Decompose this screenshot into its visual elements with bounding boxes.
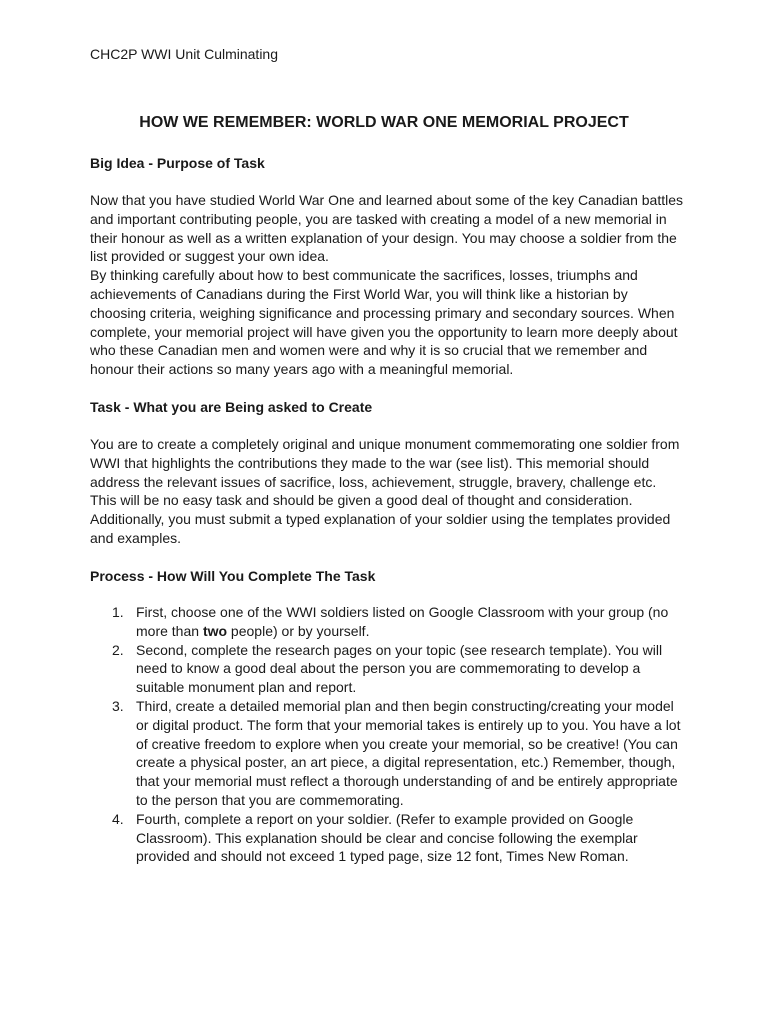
- list-item-number: 1.: [112, 604, 124, 620]
- text-line: Now that you have studied World War One and learned about some of the key Canadian battles: [90, 192, 684, 208]
- list-item-number: 4.: [112, 810, 124, 827]
- text-line: address the relevant issues of sacrifice, loss, achievement, struggle, bravery, challenge etc.: [90, 473, 657, 490]
- text-line: need to know a good deal about the person you are commemorating to develop a: [136, 660, 641, 677]
- text-line: who these Canadian men and women were and why it is so crucial that we remember and: [90, 342, 648, 359]
- text-line: complete, your memorial project will have given you the opportunity to learn more deeply about: [90, 323, 678, 340]
- text-line: This will be no easy task and should be given a good deal of thought and consideration.: [90, 492, 633, 509]
- text-line: provided and should not exceed 1 typed page, size 12 font, Times New Roman.: [136, 848, 629, 865]
- text-line: Additionally, you must submit a typed explanation of your soldier using the templates provided: [90, 511, 671, 528]
- list-item-number: 2.: [112, 641, 124, 658]
- list-item: [90, 810, 690, 866]
- list-item: [90, 697, 690, 810]
- text-line: to the person that you are commemorating.: [136, 791, 404, 808]
- section-heading-task: Task - What you are Being asked to Create: [90, 399, 373, 415]
- text-line: create a physical poster, an art piece, a digital representation, etc.) Remember, though,: [136, 754, 676, 771]
- text-line: achievements of Canadians during the First World War, you will think like a historian by: [90, 285, 628, 302]
- list-item: [90, 641, 690, 697]
- section-heading-process: Process - How Will You Complete The Task: [90, 568, 376, 584]
- text-line: their honour as well as a written explanation of your design. You may choose a soldier from the: [90, 229, 677, 246]
- big-idea-paragraph: [90, 191, 690, 379]
- text-line: or digital product. The form that your memorial takes is entirely up to you. You have a lot: [136, 716, 681, 733]
- text-line: suitable monument plan and report.: [136, 679, 357, 696]
- text-line: that your memorial must reflect a thorough understanding of and be entirely appropriate: [136, 773, 678, 790]
- document-title: HOW WE REMEMBER: WORLD WAR ONE MEMORIAL PROJECT: [139, 114, 629, 131]
- text-line: of creative freedom to explore when you create your memorial, so be creative! (You can: [136, 735, 678, 752]
- process-steps-list: [90, 603, 690, 866]
- list-item: [90, 603, 690, 641]
- text-line: Fourth, complete a report on your soldier. (Refer to example provided on Google: [136, 810, 634, 827]
- emphasis-text: two: [202, 622, 228, 639]
- text-line: Second, complete the research pages on your topic (see research template). You will: [136, 641, 663, 658]
- text-line: and important contributing people, you are tasked with creating a model of a new memorial in: [90, 210, 667, 227]
- text-line: You are to create a completely original and unique monument commemorating one soldier from: [90, 436, 680, 452]
- document-header: CHC2P WWI Unit Culminating: [90, 46, 279, 62]
- text-run: people) or by yourself.: [227, 622, 370, 639]
- text-line: honour their actions so many years ago with a meaningful memorial.: [90, 361, 514, 378]
- text-line: choosing criteria, weighing significance and processing primary and secondary sources. When: [90, 304, 675, 321]
- text-line: First, choose one of the WWI soldiers listed on Google Classroom with your group (no: [136, 604, 669, 620]
- text-line: and examples.: [90, 529, 182, 546]
- text-run: more than: [136, 622, 203, 639]
- text-line: list provided or suggest your own idea.: [90, 248, 329, 265]
- text-line: Third, create a detailed memorial plan and then begin constructing/creating your model: [136, 697, 674, 714]
- task-paragraph: [90, 435, 690, 548]
- section-heading-big-idea: Big Idea - Purpose of Task: [90, 155, 265, 171]
- text-line: WWI that highlights the contributions they made to the war (see list). This memorial should: [90, 454, 650, 471]
- text-line: [136, 622, 690, 641]
- text-line: By thinking carefully about how to best communicate the sacrifices, losses, triumphs and: [90, 267, 638, 284]
- text-line: Classroom). This explanation should be clear and concise following the exemplar: [136, 829, 638, 846]
- list-item-number: 3.: [112, 697, 124, 714]
